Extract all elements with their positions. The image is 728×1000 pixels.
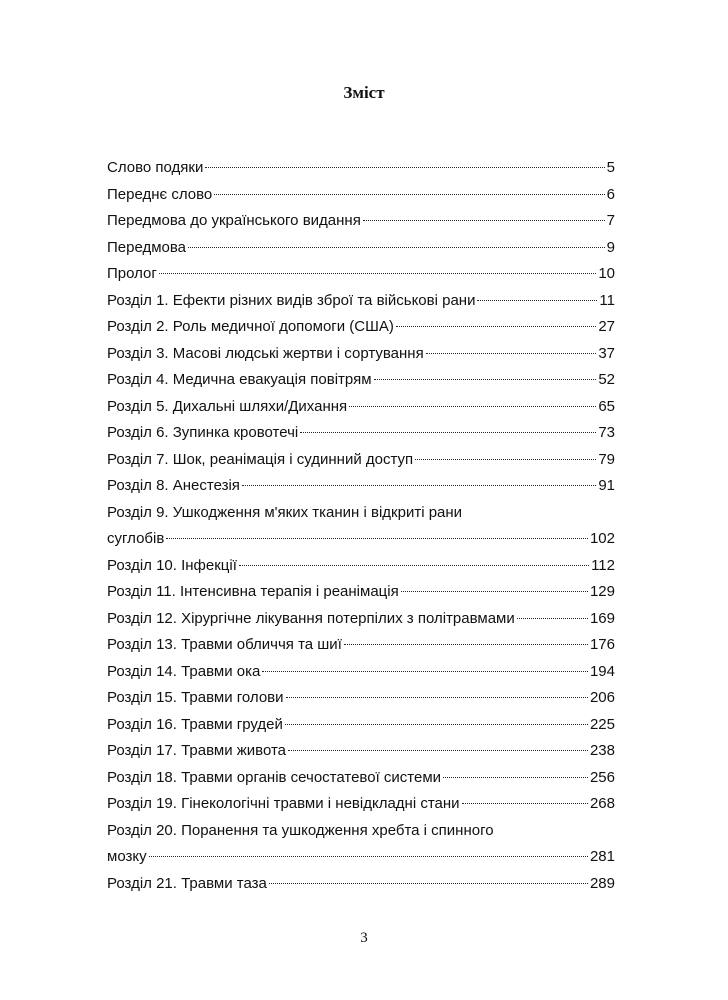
toc-entry-label: Розділ 18. Травми органів сечостатевої системи xyxy=(107,768,442,786)
toc-entry xyxy=(107,288,615,315)
toc-entry-label: Розділ 10. Інфекції xyxy=(107,556,237,574)
dot-leader xyxy=(401,591,588,592)
toc-entry xyxy=(107,765,615,792)
toc-entry-label: Розділ 14. Травми ока xyxy=(107,662,261,680)
toc-entry-label-continued: мозку xyxy=(107,848,147,865)
dot-leader xyxy=(188,247,605,248)
toc-entry xyxy=(107,182,615,209)
toc-entry-label: Розділ 1. Ефекти різних видів зброї та військові рани xyxy=(107,291,476,309)
toc-entry-page: 73 xyxy=(598,424,615,441)
toc-entry xyxy=(107,632,615,659)
toc-entry-page: 268 xyxy=(589,795,615,812)
toc-entry-page: 91 xyxy=(598,477,615,494)
toc-entry-page: 225 xyxy=(589,715,615,733)
toc-entry xyxy=(107,394,615,421)
dot-leader xyxy=(396,326,596,327)
dot-leader xyxy=(286,697,588,698)
toc-entry-page: 11 xyxy=(599,291,615,309)
toc-entry xyxy=(107,606,615,633)
toc-entry-page: 129 xyxy=(589,583,615,600)
toc-entry xyxy=(107,871,615,898)
dot-leader xyxy=(477,300,597,301)
dot-leader xyxy=(462,803,588,804)
toc-entry-label-continued: суглобів xyxy=(107,530,165,547)
toc-entry xyxy=(107,818,615,871)
toc-entry-page: 9 xyxy=(606,238,615,256)
toc-entry-label: Переднє слово xyxy=(107,185,213,203)
dot-leader xyxy=(288,750,588,751)
toc-entry-page: 169 xyxy=(589,609,615,627)
toc-entry xyxy=(107,261,615,288)
toc-entry-label: Передмова до українського видання xyxy=(107,212,361,229)
dot-leader xyxy=(149,856,588,857)
dot-leader xyxy=(205,167,604,168)
dot-leader xyxy=(363,220,605,221)
dot-leader xyxy=(443,777,588,778)
toc-entry xyxy=(107,208,615,235)
toc-entry-page: 7 xyxy=(606,212,615,229)
dot-leader xyxy=(269,883,588,884)
toc-entry-label: Передмова xyxy=(107,238,187,256)
table-of-contents xyxy=(107,155,615,897)
toc-entry-page: 27 xyxy=(598,318,615,335)
toc-entry xyxy=(107,420,615,447)
toc-entry-label: Розділ 9. Ушкодження м'яких тканин і відкриті рани xyxy=(107,503,463,521)
toc-entry-page: 6 xyxy=(606,185,615,203)
toc-entry-label: Розділ 16. Травми грудей xyxy=(107,715,283,733)
toc-entry xyxy=(107,791,615,818)
dot-leader xyxy=(426,353,597,354)
toc-entry-label: Розділ 6. Зупинка кровотечі xyxy=(107,424,299,441)
toc-entry-label: Розділ 20. Поранення та ушкодження хребта і спинного xyxy=(107,821,494,839)
toc-entry xyxy=(107,712,615,739)
toc-entry xyxy=(107,155,615,182)
dot-leader xyxy=(239,565,589,566)
toc-entry-label: Пролог xyxy=(107,265,157,282)
toc-entry-page: 5 xyxy=(606,159,615,176)
toc-entry-page: 176 xyxy=(589,636,615,653)
toc-entry-label: Розділ 2. Роль медичної допомоги (США) xyxy=(107,318,394,335)
dot-leader xyxy=(300,432,596,433)
dot-leader xyxy=(349,406,596,407)
dot-leader xyxy=(415,459,596,460)
toc-entry xyxy=(107,659,615,686)
toc-entry xyxy=(107,341,615,368)
toc-entry xyxy=(107,314,615,341)
toc-entry-label: Розділ 21. Травми таза xyxy=(107,874,267,892)
toc-entry-page: 238 xyxy=(589,742,615,759)
toc-entry-label: Розділ 17. Травми живота xyxy=(107,742,287,759)
toc-entry-label: Розділ 4. Медична евакуація повітрям xyxy=(107,371,372,388)
toc-entry-page: 194 xyxy=(589,662,615,680)
toc-entry-label: Розділ 13. Травми обличчя та шиї xyxy=(107,636,342,653)
toc-entry xyxy=(107,553,615,580)
dot-leader xyxy=(242,485,596,486)
dot-leader xyxy=(517,618,588,619)
toc-entry-page: 79 xyxy=(598,450,615,468)
toc-entry xyxy=(107,235,615,262)
toc-entry xyxy=(107,579,615,606)
dot-leader xyxy=(214,194,604,195)
toc-entry-label: Розділ 12. Хірургічне лікування потерпілих з політравмами xyxy=(107,609,515,627)
toc-entry-page: 37 xyxy=(598,344,615,362)
toc-entry-label: Розділ 3. Масові людські жертви і сортування xyxy=(107,344,424,362)
dot-leader xyxy=(344,644,588,645)
toc-entry xyxy=(107,473,615,500)
toc-entry xyxy=(107,685,615,712)
dot-leader xyxy=(166,538,588,539)
toc-entry-page: 112 xyxy=(591,556,615,574)
toc-entry xyxy=(107,500,615,553)
dot-leader xyxy=(285,724,588,725)
toc-entry-page: 206 xyxy=(589,689,615,706)
toc-entry-label: Розділ 7. Шок, реанімація і судинний доступ xyxy=(107,450,414,468)
toc-entry-page: 10 xyxy=(598,265,615,282)
toc-entry-page: 65 xyxy=(598,397,615,415)
page-title: Зміст xyxy=(343,83,385,102)
dot-leader xyxy=(374,379,597,380)
dot-leader xyxy=(159,273,596,274)
page-number: 3 xyxy=(360,930,368,946)
toc-entry-label: Розділ 15. Травми голови xyxy=(107,689,284,706)
toc-entry-page: 256 xyxy=(589,768,615,786)
toc-entry-label: Розділ 5. Дихальні шляхи/Дихання xyxy=(107,397,348,415)
toc-entry-page: 289 xyxy=(589,874,615,892)
dot-leader xyxy=(262,671,588,672)
toc-entry xyxy=(107,367,615,394)
toc-entry-label: Розділ 8. Анестезія xyxy=(107,477,240,494)
toc-entry-label: Розділ 11. Інтенсивна терапія і реанімація xyxy=(107,583,399,600)
toc-entry xyxy=(107,738,615,765)
toc-entry-page: 52 xyxy=(598,371,615,388)
toc-entry-page: 102 xyxy=(589,530,615,547)
toc-entry xyxy=(107,447,615,474)
toc-entry-page: 281 xyxy=(589,848,615,865)
toc-entry-label: Розділ 19. Гінекологічні травми і невідкладні стани xyxy=(107,795,460,812)
toc-entry-label: Слово подяки xyxy=(107,159,204,176)
